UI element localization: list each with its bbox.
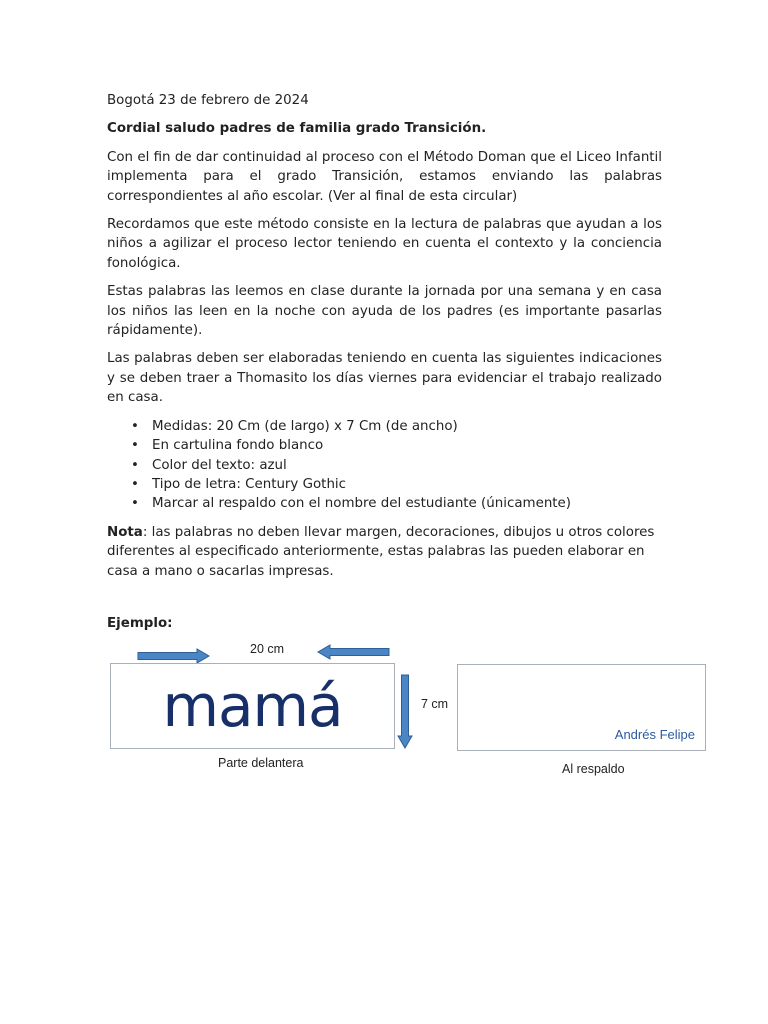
front-caption: Parte delantera xyxy=(218,756,304,770)
paragraph-method: Recordamos que este método consiste en la lectura de palabras que ayudan a los niños a agilizar el proceso lector teniendo en cuenta el contexto y la conciencia fonológica. xyxy=(107,217,662,271)
arrow-shape xyxy=(398,675,412,748)
back-caption: Al respaldo xyxy=(562,762,625,776)
letter-greeting: Cordial saludo padres de familia grado Transición. xyxy=(107,121,487,137)
right-arrow-icon xyxy=(137,648,211,664)
paragraph-reading: Estas palabras las leemos en clase durante la jornada por una semana y en casa los niños las leen en la noche con ayuda de los padres (es importante pasarlas rápidamente). xyxy=(107,284,662,339)
down-arrow-icon xyxy=(397,674,413,750)
paragraph-intro: Con el fin de dar continuidad al proceso con el Método Doman que el Liceo Infantil implementa para el grado Transición, estamos enviando las palabras correspondientes al año escolar. (Ver al final de esta circular) xyxy=(107,149,662,204)
requirements-list xyxy=(107,417,662,514)
note-paragraph xyxy=(107,523,662,581)
letter-body xyxy=(107,91,662,581)
card-front xyxy=(110,663,395,749)
requirement-item: • Medidas: 20 Cm (de largo) x 7 Cm (de ancho) xyxy=(152,417,662,436)
requirement-item: • Color del texto: azul xyxy=(152,456,662,475)
example-title: Ejemplo: xyxy=(107,616,173,631)
requirement-item: • Marcar al respaldo con el nombre del estudiante (únicamente) xyxy=(152,494,662,513)
note-label: Nota xyxy=(107,524,143,540)
letter-date: Bogotá 23 de febrero de 2024 xyxy=(107,93,309,108)
arrow-shape xyxy=(318,645,389,659)
student-name: Andrés Felipe xyxy=(614,727,695,742)
requirement-item: • En cartulina fondo blanco xyxy=(152,436,662,455)
note-text: : las palabras no deben llevar margen, decoraciones, dibujos u otros colores diferentes al especificado anteriormente, estas palabras las pueden elaborar en casa a mano o sacarlas impresas. xyxy=(107,524,655,579)
paragraph-instructions: Las palabras deben ser elaboradas teniendo en cuenta las siguientes indicaciones y se deben traer a Thomasito los días viernes para evidenciar el trabajo realizado en casa. xyxy=(107,351,662,406)
width-label: 20 cm xyxy=(250,642,285,656)
arrow-shape xyxy=(138,649,209,663)
requirement-item: • Tipo de letra: Century Gothic xyxy=(152,475,662,494)
height-label: 7 cm xyxy=(421,697,449,711)
card-back xyxy=(457,664,706,751)
left-arrow-icon xyxy=(316,644,390,660)
example-word: mamá xyxy=(162,672,343,740)
